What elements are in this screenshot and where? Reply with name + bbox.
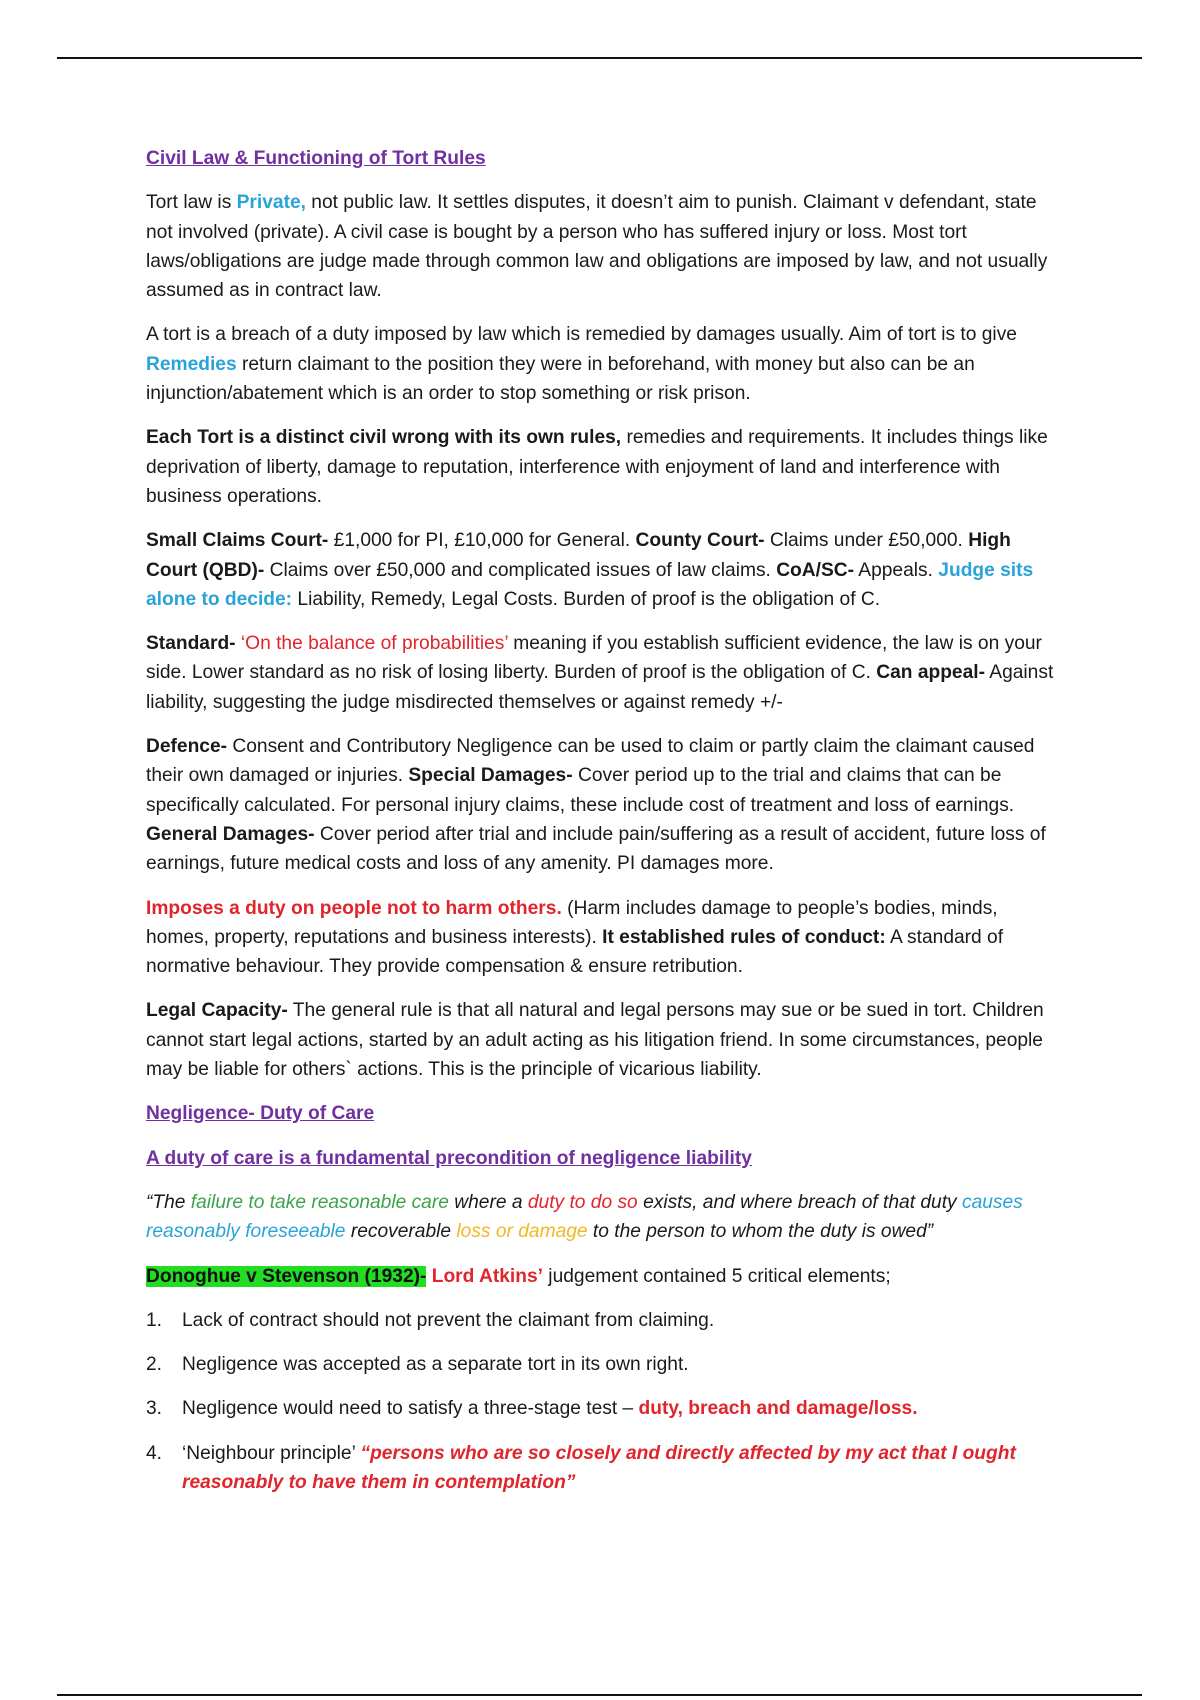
text: Cover period up to the trial and claims that can be specifically calculated. For personal injury claims, these include cost of treatment and loss of earnings. <box>146 765 1015 816</box>
list-number: 3. <box>146 1398 163 1420</box>
text: not public law. It settles disputes, it doesn’t aim to punish. Claimant v defendant, state not involved (private). A civil case is bought by a person who has suffered injury or loss. Most tort laws/obligations are judge made through common law and obligations are imposed by law, and not usually assumed as in contract law. <box>146 192 1048 302</box>
negligence-definition-quote <box>146 1188 1056 1247</box>
critical-elements-list <box>146 1306 1056 1497</box>
text: “The <box>146 1191 191 1213</box>
text: return claimant to the position they were in beforehand, with money but also can be an injunction/abatement which is an order to stop something or risk prison. <box>146 353 975 405</box>
heading-negligence: Negligence- Duty of Care <box>146 1103 375 1125</box>
paragraph-defence-damages <box>146 732 1056 878</box>
document-body <box>146 144 1056 1512</box>
paragraph-donoghue <box>146 1262 1056 1291</box>
quote-causes: causes reasonably foreseeable <box>146 1191 1023 1243</box>
paragraph-distinct-wrong <box>146 423 1056 511</box>
highlight-private: Private, <box>236 192 306 214</box>
list-text: Lack of contract should not prevent the claimant from claiming. <box>182 1309 715 1331</box>
text: exists, and where breach of that duty <box>637 1191 962 1213</box>
highlight-balance-of-probabilities: ‘On the balance of probabilities’ <box>235 633 508 655</box>
paragraph-private-law <box>146 188 1056 305</box>
case-name-highlight: Donoghue v Stevenson (1932)- <box>146 1265 427 1287</box>
text: Claims over £50,000 and complicated issues of law claims. <box>264 559 777 581</box>
bold-text: County Court- <box>635 530 765 552</box>
paragraph-duty-not-to-harm <box>146 894 1056 982</box>
bold-text: Standard- <box>146 633 236 655</box>
list-text: Negligence would need to satisfy a three-stage test – <box>182 1398 639 1420</box>
bold-text: General Damages- <box>146 823 315 845</box>
quote-failure: failure to take reasonable care <box>190 1191 449 1213</box>
text: recoverable <box>345 1221 457 1243</box>
text: Claims under £50,000. <box>764 530 969 552</box>
highlight-lord-atkins: Lord Atkins’ <box>426 1265 543 1287</box>
list-number: 4. <box>146 1442 163 1464</box>
text: Liability, Remedy, Legal Costs. Burden of proof is the obligation of C. <box>292 588 881 610</box>
bottom-rule <box>57 1694 1142 1696</box>
text: A standard of normative behaviour. They provide compensation & ensure retribution. <box>146 926 1004 978</box>
highlight-remedies: Remedies <box>146 353 237 375</box>
bold-text: Special Damages- <box>408 765 573 787</box>
top-rule <box>57 57 1142 59</box>
bold-text: Can appeal- <box>876 662 985 684</box>
list-number: 1. <box>146 1309 163 1331</box>
quote-loss: loss or damage <box>456 1221 588 1243</box>
bold-text: It established rules of conduct: <box>602 926 886 948</box>
highlight-imposes-duty: Imposes a duty on people not to harm others. <box>146 897 562 919</box>
heading-duty-precondition: A duty of care is a fundamental precondition of negligence liability <box>146 1147 752 1169</box>
text: (Harm includes damage to people’s bodies, minds, homes, property, reputations and business interests). <box>146 897 998 948</box>
bold-text: Small Claims Court- <box>146 530 329 552</box>
list-emphasis: “persons who are so closely and directly affected by my act that I ought reasonably to have them in contemplation” <box>182 1442 1016 1493</box>
bold-text: Each Tort is a distinct civil wrong with its own rules, <box>146 427 622 449</box>
bold-text: Defence- <box>146 736 228 758</box>
text: A tort is a breach of a duty imposed by law which is remedied by damages usually. Aim of tort is to give <box>146 324 1017 346</box>
bold-text: CoA/SC- <box>776 559 855 581</box>
paragraph-tort-definition <box>146 320 1056 408</box>
paragraph-standard <box>146 629 1056 717</box>
text: Against liability, suggesting the judge misdirected themselves or against remedy +/- <box>146 662 1054 713</box>
text: where a <box>448 1191 528 1213</box>
highlight-judge-sits: Judge sits alone to decide: <box>146 559 1034 610</box>
paragraph-courts <box>146 526 1056 614</box>
text: Tort law is <box>146 192 237 214</box>
bold-text: Legal Capacity- <box>146 1000 288 1022</box>
text: The general rule is that all natural and legal persons may sue or be sued in tort. Children cannot start legal actions, started by an adult acting as his litigation friend. In some circumstances, people may be liable for others` actions. This is the principle of vicarious liability. <box>146 1000 1044 1081</box>
paragraph-legal-capacity <box>146 996 1056 1084</box>
text: Appeals. <box>854 559 939 581</box>
list-text: Negligence was accepted as a separate tort in its own right. <box>182 1354 689 1376</box>
list-text: ‘Neighbour principle’ <box>182 1442 361 1464</box>
heading-civil-law: Civil Law & Functioning of Tort Rules <box>146 148 486 169</box>
list-emphasis: duty, breach and damage/loss. <box>638 1398 918 1420</box>
text: meaning if you establish sufficient evidence, the law is on your side. Lower standard as no risk of losing liberty. Burden of proof is the obligation of C. <box>146 633 1042 684</box>
text: £1,000 for PI, £10,000 for General. <box>328 530 636 552</box>
bold-text: High Court (QBD)- <box>146 530 1011 581</box>
list-item <box>146 1306 1056 1335</box>
quote-duty: duty to do so <box>527 1191 638 1213</box>
text: judgement contained 5 critical elements; <box>542 1265 891 1287</box>
list-item <box>146 1350 1056 1379</box>
text: to the person to whom the duty is owed” <box>587 1221 934 1243</box>
list-item <box>146 1439 1056 1498</box>
list-item <box>146 1394 1056 1423</box>
text: Cover period after trial and include pain/suffering as a result of accident, future loss of earnings, future medical costs and loss of any amenity. PI damages more. <box>146 823 1046 875</box>
text: remedies and requirements. It includes things like deprivation of liberty, damage to reputation, interference with enjoyment of land and interference with business operations. <box>146 427 1048 507</box>
list-number: 2. <box>146 1354 163 1376</box>
text: Consent and Contributory Negligence can be used to claim or partly claim the claimant caused their own damaged or injuries. <box>146 736 1035 787</box>
